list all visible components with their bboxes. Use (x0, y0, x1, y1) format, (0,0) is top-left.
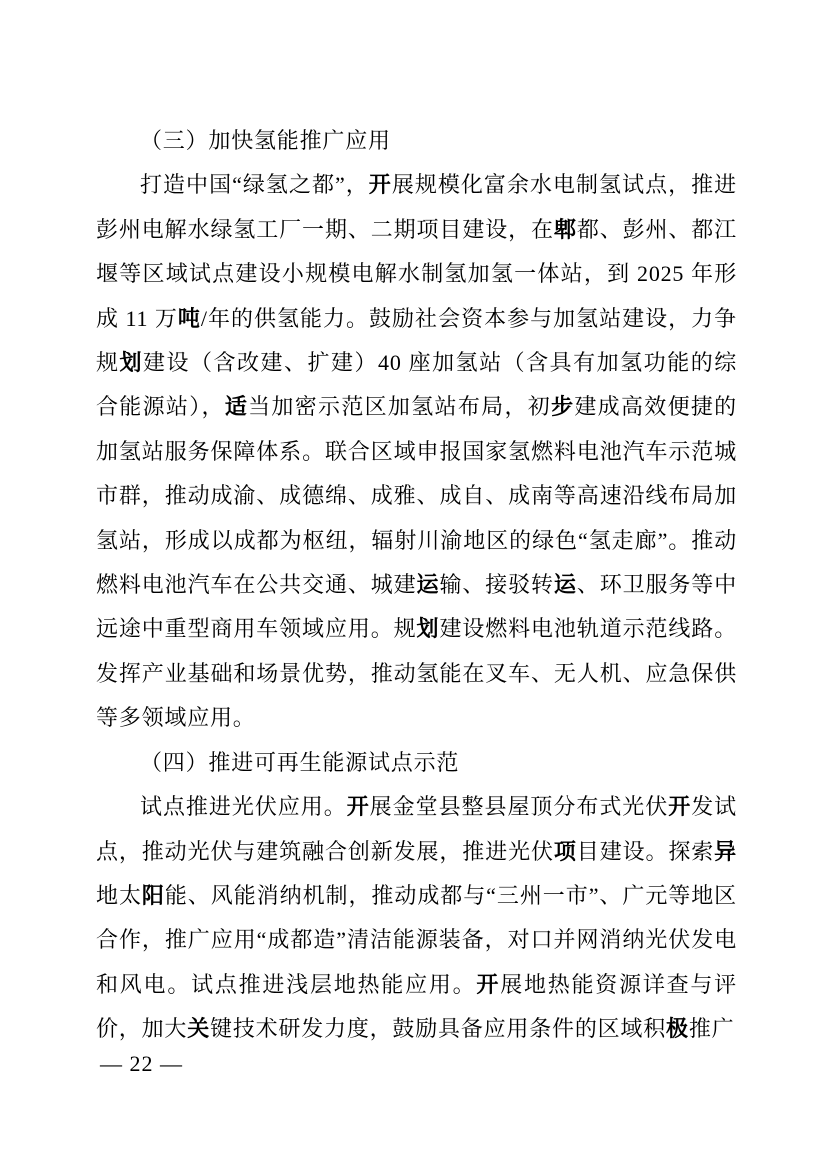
text-run: 发试点，推动光伏与建筑融合创新发展，推进光伏 (96, 794, 737, 864)
bold-text-run: 阳 (141, 882, 165, 908)
bold-text-run: 项 (553, 838, 577, 864)
text-run: 建设（含改建、扩建）40 座加氢站（含具有加氢功能的综合能源站）， (96, 350, 737, 420)
paragraph-renewables (96, 785, 737, 1051)
text-run: （三）加快氢能推广应用 (140, 128, 391, 153)
text-run: 、环卫服务等中远途中重型商用车领域应用。规 (96, 572, 737, 642)
text-run: 展地热能资源详查与评价，加大 (96, 971, 737, 1042)
paragraph-hydrogen (96, 163, 737, 740)
text-run: 键技术研发力度，鼓励具备应用条件的区域积 (210, 1016, 667, 1042)
page-footer (100, 1051, 183, 1077)
bold-text-run: 运 (553, 572, 577, 598)
text-run: 试点推进光伏应用。 (140, 794, 347, 820)
page-number: — 22 — (100, 1051, 183, 1076)
bold-text-run: 运 (416, 572, 440, 598)
bold-text-run: 极 (666, 1016, 689, 1042)
bold-text-run: 开 (668, 794, 692, 820)
text-run: 都、彭州、都江堰等区域试点建设小规模电解水制氢加氢一体站，到 2025 年形成 11 万 (96, 216, 737, 331)
text-run: 展规模化富余水电制氢试点，推进彭州电解水绿氢工厂一期、二期项目建设，在 (96, 172, 737, 242)
bold-text-run: 步 (551, 394, 575, 420)
bold-text-run: 开 (346, 794, 370, 820)
text-run: 能、风能消纳机制，推动成都与“三州一市”、广元等地区合作，推广应用“成都造”清洁能源装备，对口并网消纳光伏发电和风电。试点推进浅层地热能应用。 (96, 882, 737, 997)
text-run: 地太 (96, 882, 142, 908)
text-run: （四）推进可再生能源试点示范 (140, 749, 460, 775)
bold-text-run: 划 (416, 616, 440, 642)
text-run: /年的供氢能力。鼓励社会资本参与加氢站建设，力争规 (96, 305, 737, 376)
bold-text-run: 关 (187, 1016, 211, 1042)
text-run: 当加密示范区加氢站布局，初 (248, 394, 552, 420)
text-run: 推广 (688, 1016, 735, 1042)
document-body (96, 119, 737, 1052)
section-heading-3 (96, 119, 737, 163)
bold-text-run: 划 (119, 350, 144, 376)
bold-text-run: 适 (224, 394, 249, 420)
bold-text-run: 郫 (553, 216, 577, 242)
bold-text-run: 吨 (177, 305, 201, 331)
text-run: 建设燃料电池轨道示范线路。发挥产业基础和场景优势，推动氢能在叉车、无人机、应急保供等多领域应用。 (96, 616, 737, 731)
text-run: 输、接驳转 (439, 572, 554, 598)
bold-text-run: 异 (714, 838, 737, 864)
text-run: 展金堂县整县屋顶分布式光伏 (369, 794, 669, 820)
text-run: 建成高效便捷的加氢站服务保障体系。联合区域申报国家氢燃料电池汽车示范城市群，推动成渝、成德绵、成雅、成自、成南等高速沿线布局加氢站，形成以成都为枢纽，辐射川渝地区的绿色“氢走廊”。推动燃料电池汽车在公共交通、城建 (96, 394, 737, 598)
bold-text-run: 开 (368, 172, 392, 198)
bold-text-run: 开 (476, 971, 501, 997)
text-run: 打造中国“绿氢之都”， (140, 172, 369, 198)
text-run: 目建设。探索 (576, 838, 715, 864)
section-heading-4 (96, 741, 737, 785)
